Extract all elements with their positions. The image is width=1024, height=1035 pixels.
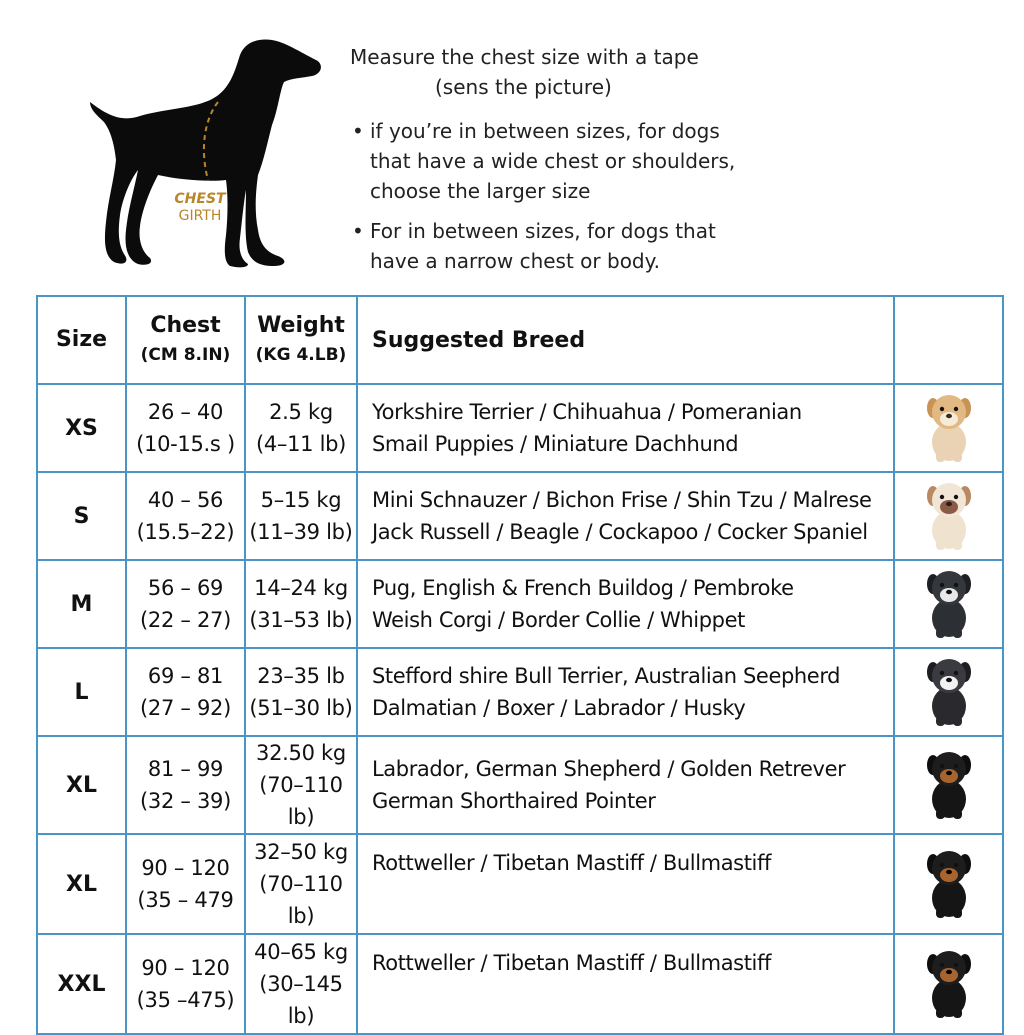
weight-cell (245, 560, 357, 648)
chest-cm: 81 – 99 (147, 757, 224, 781)
header-chest-unit: (CM 8.IN) (140, 345, 231, 365)
table-row (37, 648, 1003, 736)
note2-line1: For in between sizes, for dogs that (370, 219, 716, 243)
weight-kg: 32.50 kg (256, 741, 346, 765)
weight-kg: 2.5 kg (269, 400, 333, 424)
weight-lb: (51–30 lb) (249, 696, 353, 720)
weight-cell (245, 834, 357, 934)
weight-cell (245, 384, 357, 472)
chest-cell (126, 472, 245, 560)
chest-in: (15.5–22) (136, 520, 235, 544)
note1-line1: if you’re in between sizes, for dogs (370, 119, 720, 143)
chest-cell (126, 934, 245, 1034)
breed-cell (357, 834, 894, 934)
breed-line2: Smail Puppies / Miniature Dachhund (372, 432, 739, 456)
instructions (350, 42, 1000, 276)
header-weight-title: Weight (257, 313, 345, 338)
note1-line2: that have a wide chest or shoulders, (370, 149, 736, 173)
breed-cell (357, 384, 894, 472)
chest-in: (27 – 92) (140, 696, 231, 720)
weight-kg: 32–50 kg (254, 840, 348, 864)
size-cell: XL (37, 736, 126, 834)
breed-line1: Rottweller / Tibetan Mastiff / Bullmastiff (372, 851, 771, 875)
chest-in: (10-15.s ) (136, 432, 235, 456)
table-row (37, 934, 1003, 1034)
weight-lb: (4–11 lb) (255, 432, 347, 456)
chest-cm: 40 – 56 (147, 488, 224, 512)
breed-line1: Mini Schnauzer / Bichon Frise / Shin Tzu / Malrese (372, 488, 872, 512)
puppy-collie-icon (921, 564, 977, 640)
header-weight-unit: (KG 4.LB) (255, 345, 347, 365)
measure-instruction (350, 42, 1000, 102)
weight-cell (245, 472, 357, 560)
breed-cell (357, 736, 894, 834)
table-row (37, 834, 1003, 934)
breed-line1: Labrador, German Shepherd / Golden Retrever (372, 757, 846, 781)
weight-kg: 23–35 lb (257, 664, 345, 688)
chest-cell (126, 648, 245, 736)
chest-girth-label (170, 191, 230, 225)
header-chest (126, 296, 245, 384)
chest-cm: 90 – 120 (141, 856, 230, 880)
breed-line1: Rottweller / Tibetan Mastiff / Bullmastiff (372, 951, 771, 975)
puppy-image-cell (894, 472, 1003, 560)
breed-line2: Weish Corgi / Border Collie / Whippet (372, 608, 745, 632)
puppy-pug-icon (921, 476, 977, 552)
table-row (37, 472, 1003, 560)
chest-in: (35 – 479 (137, 888, 234, 912)
size-cell: XL (37, 834, 126, 934)
chest-in: (22 – 27) (140, 608, 231, 632)
header-breed: Suggested Breed (357, 296, 894, 384)
puppy-rottweiler-icon (921, 944, 977, 1020)
header-chest-title: Chest (150, 313, 221, 338)
weight-kg: 5–15 kg (260, 488, 342, 512)
chest-cell (126, 736, 245, 834)
size-cell: XXL (37, 934, 126, 1034)
chest-cm: 90 – 120 (141, 956, 230, 980)
header-image (894, 296, 1003, 384)
size-cell: M (37, 560, 126, 648)
breed-cell (357, 934, 894, 1034)
breed-line2: Jack Russell / Beagle / Cockapoo / Cocker Spaniel (372, 520, 868, 544)
size-cell: S (37, 472, 126, 560)
breed-line1: Stefford shire Bull Terrier, Australian Seepherd (372, 664, 841, 688)
table-body (37, 384, 1003, 1034)
chest-cell (126, 834, 245, 934)
weight-lb: (70–110 lb) (259, 773, 343, 829)
size-chart-table (36, 295, 1004, 1035)
breed-line2: German Shorthaired Pointer (372, 789, 656, 813)
breed-line1: Yorkshire Terrier / Chihuahua / Pomeranian (372, 400, 802, 424)
puppy-image-cell (894, 736, 1003, 834)
note-narrow-chest (350, 216, 1000, 276)
puppy-image-cell (894, 384, 1003, 472)
bullet-icon: • (352, 119, 364, 143)
puppy-image-cell (894, 834, 1003, 934)
chest-cm: 69 – 81 (147, 664, 224, 688)
weight-cell (245, 648, 357, 736)
breed-cell (357, 472, 894, 560)
puppy-rottweiler-icon (921, 844, 977, 920)
header-size: Size (37, 296, 126, 384)
puppy-shepherd-icon (921, 652, 977, 728)
puppy-tan-icon (921, 388, 977, 464)
chest-cell (126, 560, 245, 648)
bullet-icon: • (352, 219, 364, 243)
weight-lb: (11–39 lb) (249, 520, 353, 544)
chest-in: (32 – 39) (140, 789, 231, 813)
measure-line2: (sens the picture) (435, 75, 612, 99)
breed-cell (357, 560, 894, 648)
size-cell: XS (37, 384, 126, 472)
chest-cm: 26 – 40 (147, 400, 224, 424)
chest-label-line2: GIRTH (178, 208, 222, 224)
table-header-row (37, 296, 1003, 384)
weight-lb: (31–53 lb) (249, 608, 353, 632)
puppy-image-cell (894, 648, 1003, 736)
table-row (37, 384, 1003, 472)
note1-line3: choose the larger size (370, 179, 591, 203)
chest-cell (126, 384, 245, 472)
table-row (37, 560, 1003, 648)
weight-lb: (70–110 lb) (259, 872, 343, 928)
chest-in: (35 –475) (136, 988, 235, 1012)
puppy-rottweiler-icon (921, 745, 977, 821)
puppy-image-cell (894, 560, 1003, 648)
dog-silhouette-icon (80, 30, 330, 270)
weight-kg: 40–65 kg (254, 940, 348, 964)
dog-silhouette (80, 30, 330, 270)
note-wide-chest (350, 116, 1000, 206)
header-weight (245, 296, 357, 384)
puppy-image-cell (894, 934, 1003, 1034)
breed-cell (357, 648, 894, 736)
note2-line2: have a narrow chest or body. (370, 249, 660, 273)
weight-cell (245, 934, 357, 1034)
table-row (37, 736, 1003, 834)
breed-line1: Pug, English & French Buildog / Pembroke (372, 576, 794, 600)
weight-lb: (30–145 lb) (259, 972, 343, 1028)
breed-line2: Dalmatian / Boxer / Labrador / Husky (372, 696, 746, 720)
chest-label-line1: CHEST (174, 191, 226, 207)
measure-line1: Measure the chest size with a tape (350, 45, 699, 69)
weight-kg: 14–24 kg (254, 576, 348, 600)
chest-cm: 56 – 69 (147, 576, 224, 600)
weight-cell (245, 736, 357, 834)
size-cell: L (37, 648, 126, 736)
